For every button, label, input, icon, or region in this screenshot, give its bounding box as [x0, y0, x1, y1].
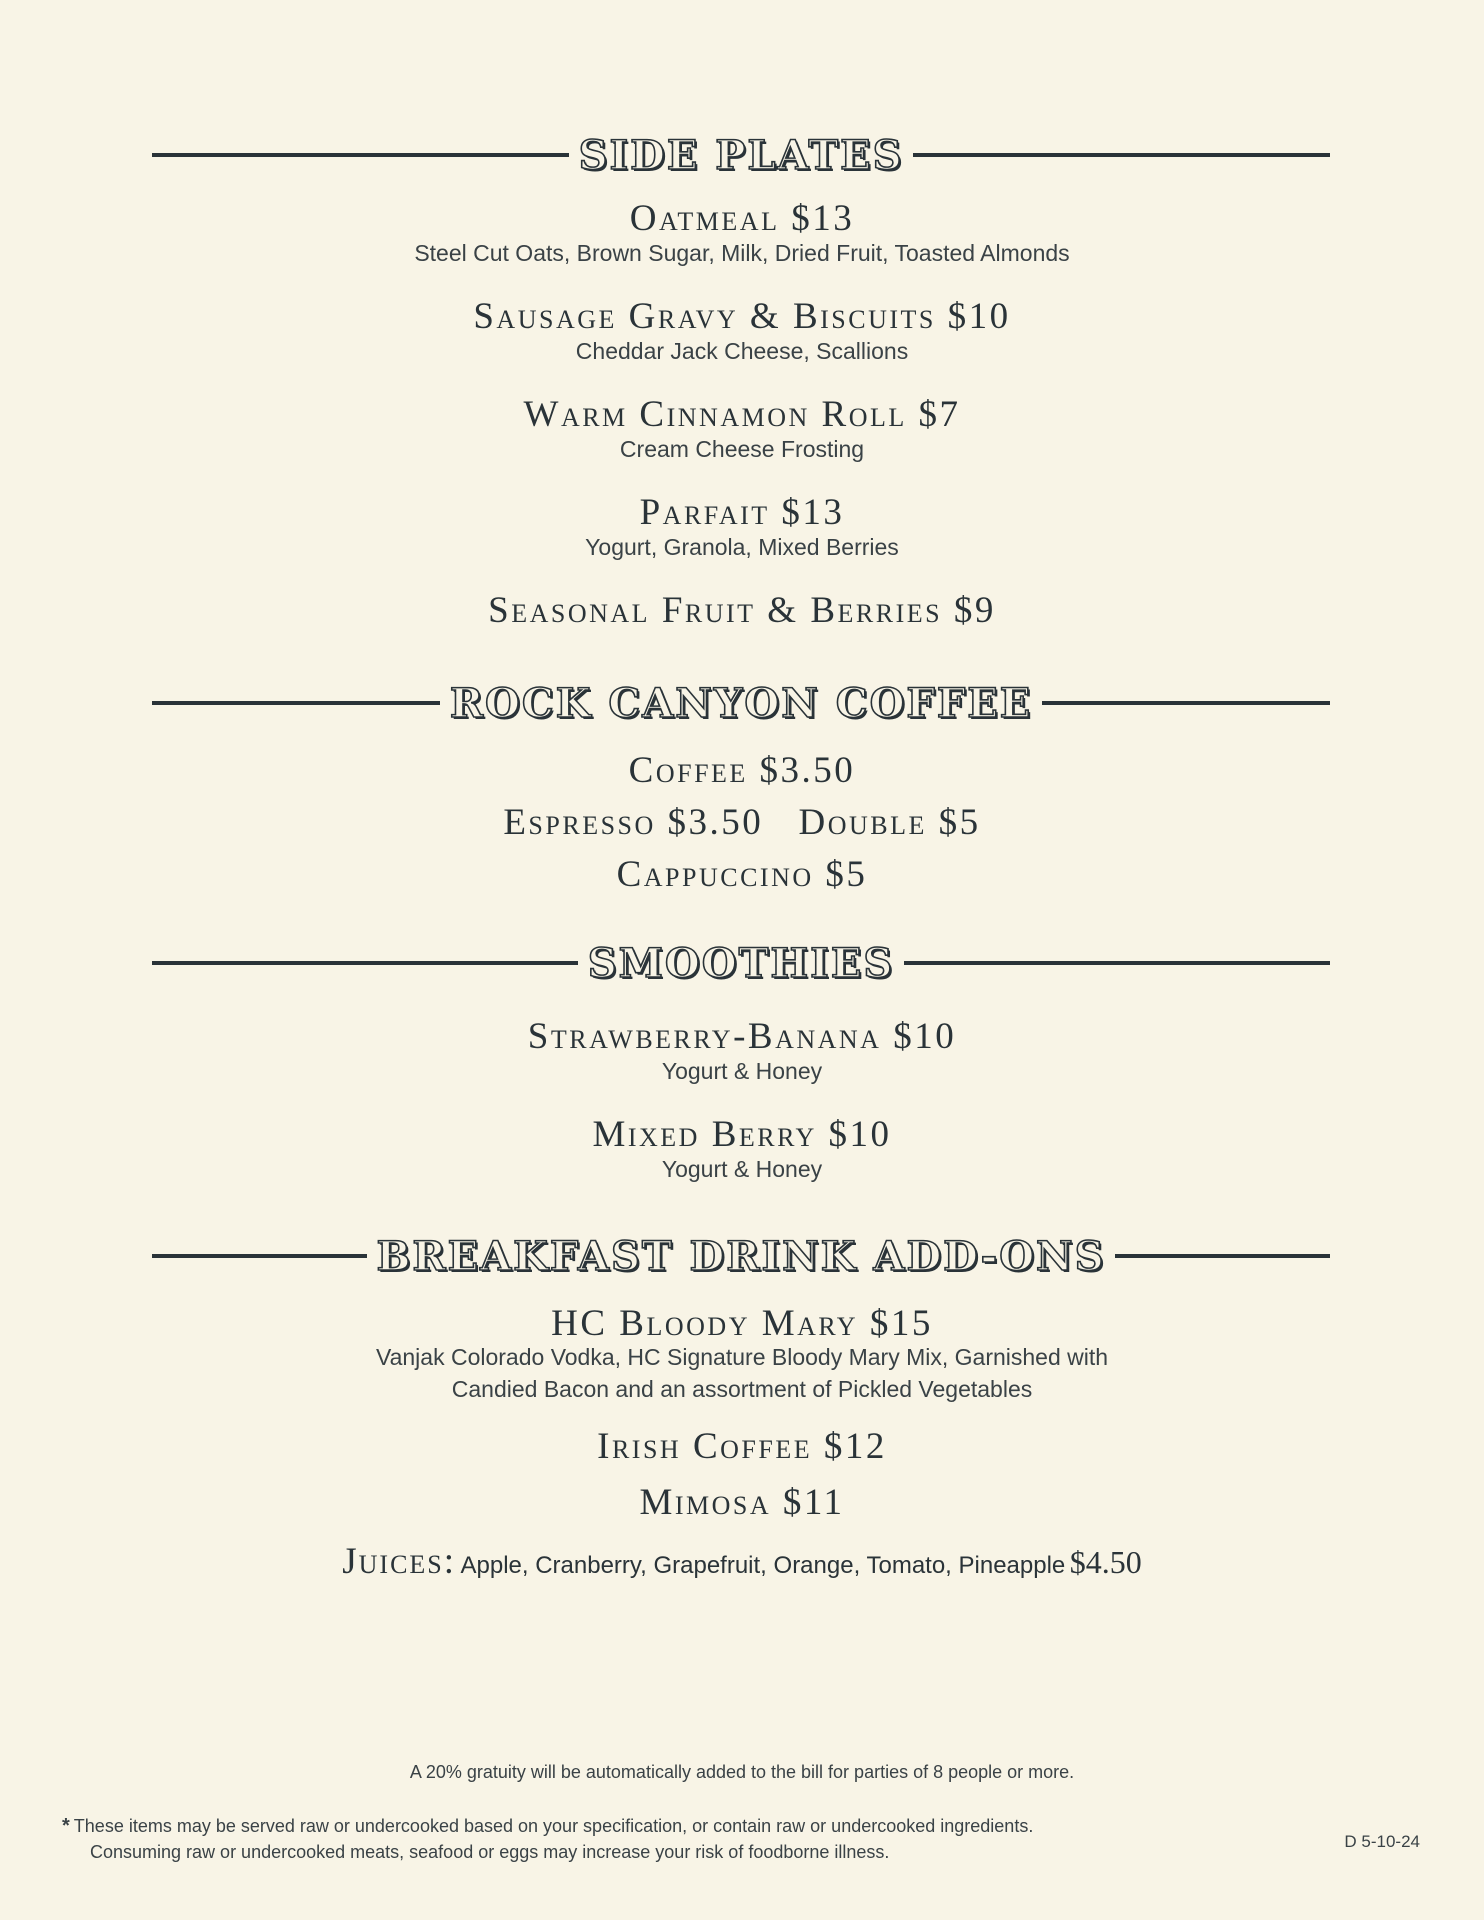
disclaimer-text: These items may be served raw or undercooked based on your specification, or contain raw or undercooked ingredients.	[73, 1816, 1034, 1836]
divider-rule	[1115, 1254, 1330, 1258]
menu-item-name: Cappuccino $5	[616, 854, 868, 895]
menu-item-description: Steel Cut Oats, Brown Sugar, Milk, Dried Fruit, Toasted Almonds	[414, 240, 1070, 266]
menu-item-description: Yogurt & Honey	[661, 1156, 823, 1182]
section-title: SMOOTHIES	[587, 939, 895, 987]
divider-rule	[152, 153, 569, 157]
divider-rule	[913, 153, 1330, 157]
divider-rule	[152, 701, 440, 705]
section-title: ROCK CANYON COFFEE	[449, 679, 1033, 727]
menu-item-name: HC Bloody Mary $15	[551, 1303, 933, 1344]
menu-item-name: Espresso $3.50 Double $5	[503, 802, 981, 843]
section-header-side-plates	[152, 130, 1330, 180]
menu-item-name: Irish Coffee $12	[597, 1426, 887, 1467]
menu-item-name: Coffee $3.50	[628, 750, 856, 791]
menu-item-name: Parfait $13	[639, 492, 845, 533]
gratuity-note: A 20% gratuity will be automatically added to the bill for parties of 8 people or more.	[409, 1762, 1075, 1782]
section-header-coffee	[152, 678, 1330, 728]
menu-item-name: Warm Cinnamon Roll $7	[523, 394, 961, 435]
juices-list: Apple, Cranberry, Grapefruit, Orange, Tomato, Pineapple	[460, 1552, 1066, 1579]
menu-item-description: Vanjak Colorado Vodka, HC Signature Bloody Mary Mix, Garnished with	[375, 1344, 1109, 1370]
disclaimer-line	[62, 1812, 1033, 1840]
juices-line	[0, 1540, 1484, 1583]
section-title: SIDE PLATES	[578, 131, 904, 179]
menu-item-name: Mimosa $11	[639, 1482, 845, 1523]
divider-rule	[904, 961, 1330, 965]
menu-item-name: Mixed Berry $10	[592, 1114, 892, 1155]
menu-item-description: Yogurt, Granola, Mixed Berries	[585, 534, 899, 560]
menu-item-name: Strawberry-Banana $10	[527, 1016, 957, 1057]
menu-item-description: Cheddar Jack Cheese, Scallions	[575, 338, 909, 364]
raw-food-disclaimer	[62, 1812, 1033, 1865]
divider-rule	[152, 961, 578, 965]
section-header-drink-add-ons	[152, 1231, 1330, 1281]
section-title: BREAKFAST DRINK ADD-ONS	[376, 1232, 1106, 1280]
menu-item-description: Candied Bacon and an assortment of Pickled Vegetables	[451, 1376, 1033, 1402]
menu-item-name: Sausage Gravy & Biscuits $10	[473, 296, 1011, 337]
disclaimer-line: Consuming raw or undercooked meats, seafood or eggs may increase your risk of foodborne illness.	[90, 1842, 890, 1862]
divider-rule	[152, 1254, 367, 1258]
menu-item-name: Oatmeal $13	[629, 198, 855, 239]
juices-price: $4.50	[1069, 1544, 1142, 1580]
juices-label: Juices:	[342, 1541, 457, 1582]
divider-rule	[1042, 701, 1330, 705]
menu-item-description: Cream Cheese Frosting	[619, 436, 865, 462]
section-header-smoothies	[152, 938, 1330, 988]
menu-item-description: Yogurt & Honey	[661, 1058, 823, 1084]
menu-item-name: Seasonal Fruit & Berries $9	[488, 590, 996, 631]
document-code: D 5-10-24	[1344, 1832, 1420, 1851]
asterisk-icon: *	[62, 1815, 70, 1837]
